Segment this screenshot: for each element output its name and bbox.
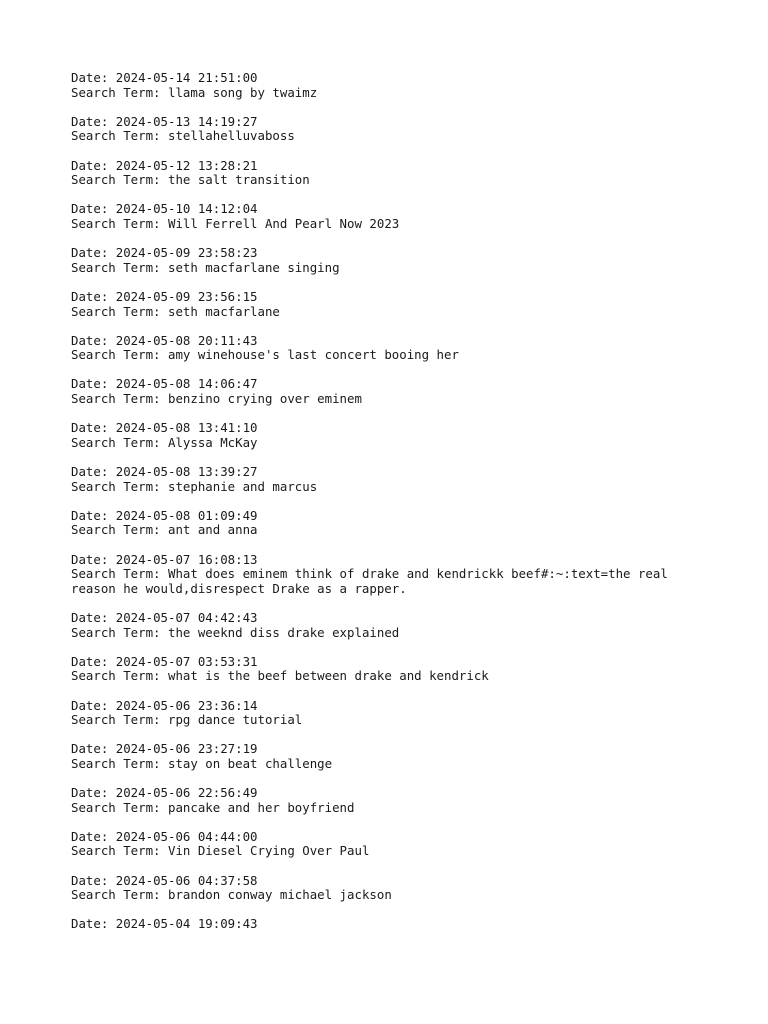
- entry-date: 2024-05-08 20:11:43: [115, 332, 258, 348]
- entry-date: 2024-05-06 23:27:19: [115, 741, 258, 757]
- entry-date-line: [71, 334, 701, 349]
- entry-date: 2024-05-13 14:19:27: [115, 113, 258, 129]
- search-history-entry: [71, 553, 701, 597]
- search-history-entry: [71, 874, 701, 903]
- entry-search-term: brandon conway michael jackson: [167, 887, 392, 903]
- date-label: Date:: [71, 916, 116, 932]
- search-history-entry: [71, 655, 701, 684]
- entry-search-term-line: [71, 129, 701, 144]
- entry-date-line: [71, 246, 701, 261]
- entry-date: 2024-05-06 22:56:49: [115, 785, 258, 801]
- entry-search-term: stephanie and marcus: [167, 478, 318, 494]
- entry-date-line: [71, 874, 701, 889]
- date-label: Date:: [71, 70, 116, 85]
- search-history-entry: [71, 202, 701, 231]
- entry-date: 2024-05-06 04:44:00: [115, 828, 258, 844]
- entry-date-line: [71, 917, 701, 932]
- entry-search-term-line: [71, 713, 701, 728]
- entry-search-term-line: [71, 669, 701, 684]
- entry-search-term-line: [71, 844, 701, 859]
- entry-search-term: rpg dance tutorial: [167, 712, 303, 728]
- entry-search-term: seth macfarlane: [167, 303, 280, 319]
- search-history-entry: [71, 509, 701, 538]
- entry-date-line: [71, 553, 701, 568]
- entry-search-term: seth macfarlane singing: [167, 259, 340, 275]
- entry-search-term: the weeknd diss drake explained: [167, 624, 400, 640]
- search-history-document: [71, 71, 701, 947]
- entry-search-term: the salt transition: [167, 172, 310, 188]
- entry-date: 2024-05-07 16:08:13: [115, 551, 258, 567]
- date-label: Date:: [71, 464, 116, 480]
- entry-date: 2024-05-08 13:41:10: [115, 420, 258, 436]
- search-term-label: Search Term:: [71, 566, 168, 582]
- entry-date-line: [71, 159, 701, 174]
- entry-search-term-line: [71, 86, 701, 101]
- entry-search-term-line: [71, 801, 701, 816]
- entry-search-term: Alyssa McKay: [167, 434, 258, 450]
- entry-date-line: [71, 611, 701, 626]
- entry-date: 2024-05-07 03:53:31: [115, 653, 258, 669]
- entry-search-term: What does eminem think of drake and kendrickk beef#:~:text=the real reason he would,disrespect Drake as a rapper.: [71, 566, 676, 596]
- entry-date: 2024-05-08 14:06:47: [115, 376, 258, 392]
- entry-search-term-line: [71, 626, 701, 641]
- entry-date: 2024-05-10 14:12:04: [115, 201, 258, 217]
- date-label: Date:: [71, 157, 116, 173]
- entry-date: 2024-05-04 19:09:43: [115, 916, 258, 932]
- entry-search-term-line: [71, 888, 701, 903]
- search-history-entry: [71, 742, 701, 771]
- search-term-label: Search Term:: [71, 259, 168, 275]
- search-history-entry: [71, 421, 701, 450]
- search-history-entry: [71, 611, 701, 640]
- entry-date-line: [71, 830, 701, 845]
- search-term-label: Search Term:: [71, 478, 168, 494]
- entry-search-term-line: [71, 261, 701, 276]
- date-label: Date:: [71, 113, 116, 129]
- search-history-entry: [71, 917, 701, 932]
- search-history-entry: [71, 465, 701, 494]
- entry-date-line: [71, 509, 701, 524]
- search-term-label: Search Term:: [71, 303, 168, 319]
- entry-search-term-line: [71, 523, 701, 538]
- date-label: Date:: [71, 376, 116, 392]
- search-term-label: Search Term:: [71, 391, 168, 407]
- entry-search-term: stay on beat challenge: [167, 755, 333, 771]
- entry-date-line: [71, 115, 701, 130]
- date-label: Date:: [71, 828, 116, 844]
- date-label: Date:: [71, 288, 116, 304]
- entry-search-term-line: [71, 348, 701, 363]
- entry-date-line: [71, 742, 701, 757]
- search-history-entry: [71, 159, 701, 188]
- date-label: Date:: [71, 332, 116, 348]
- entry-search-term: what is the beef between drake and kendrick: [167, 668, 489, 684]
- entry-search-term-line: [71, 217, 701, 232]
- entry-date-line: [71, 786, 701, 801]
- entry-search-term-line: [71, 305, 701, 320]
- search-term-label: Search Term:: [71, 172, 168, 188]
- date-label: Date:: [71, 872, 116, 888]
- entry-date: 2024-05-06 23:36:14: [115, 697, 258, 713]
- date-label: Date:: [71, 245, 116, 261]
- search-history-entry: [71, 830, 701, 859]
- search-history-entry: [71, 334, 701, 363]
- entry-search-term: llama song by twaimz: [167, 84, 318, 100]
- search-history-entry: [71, 290, 701, 319]
- date-label: Date:: [71, 741, 116, 757]
- entry-date: 2024-05-14 21:51:00: [115, 70, 258, 85]
- search-term-label: Search Term:: [71, 215, 168, 231]
- entry-search-term: amy winehouse's last concert booing her: [167, 347, 459, 363]
- date-label: Date:: [71, 609, 116, 625]
- date-label: Date:: [71, 697, 116, 713]
- entry-search-term: Will Ferrell And Pearl Now 2023: [167, 215, 400, 231]
- search-term-label: Search Term:: [71, 712, 168, 728]
- entry-date-line: [71, 421, 701, 436]
- entry-search-term: benzino crying over eminem: [167, 391, 362, 407]
- entry-search-term-line: [71, 173, 701, 188]
- search-term-label: Search Term:: [71, 887, 168, 903]
- search-history-entry: [71, 377, 701, 406]
- entry-search-term-line: [71, 757, 701, 772]
- search-history-entry: [71, 699, 701, 728]
- entry-search-term: pancake and her boyfriend: [167, 799, 355, 815]
- entry-date-line: [71, 71, 701, 86]
- search-term-label: Search Term:: [71, 843, 168, 859]
- search-term-label: Search Term:: [71, 755, 168, 771]
- entry-date: 2024-05-07 04:42:43: [115, 609, 258, 625]
- entry-date: 2024-05-09 23:56:15: [115, 288, 258, 304]
- entry-date-line: [71, 465, 701, 480]
- search-history-entry: [71, 246, 701, 275]
- entry-date-line: [71, 377, 701, 392]
- date-label: Date:: [71, 420, 116, 436]
- date-label: Date:: [71, 551, 116, 567]
- entry-date: 2024-05-08 01:09:49: [115, 507, 258, 523]
- search-term-label: Search Term:: [71, 624, 168, 640]
- search-term-label: Search Term:: [71, 522, 168, 538]
- search-term-label: Search Term:: [71, 84, 168, 100]
- entry-search-term-line: [71, 480, 701, 495]
- entry-search-term: stellahelluvaboss: [167, 128, 295, 144]
- entry-date: 2024-05-09 23:58:23: [115, 245, 258, 261]
- entry-date-line: [71, 202, 701, 217]
- entry-search-term-line: [71, 567, 701, 596]
- entry-date: 2024-05-06 04:37:58: [115, 872, 258, 888]
- date-label: Date:: [71, 507, 116, 523]
- entry-date-line: [71, 699, 701, 714]
- search-history-entry: [71, 786, 701, 815]
- search-term-label: Search Term:: [71, 668, 168, 684]
- entry-date: 2024-05-12 13:28:21: [115, 157, 258, 173]
- search-history-entry: [71, 115, 701, 144]
- entry-search-term-line: [71, 392, 701, 407]
- date-label: Date:: [71, 201, 116, 217]
- entry-search-term: Vin Diesel Crying Over Paul: [167, 843, 370, 859]
- entry-date: 2024-05-08 13:39:27: [115, 464, 258, 480]
- search-term-label: Search Term:: [71, 799, 168, 815]
- search-term-label: Search Term:: [71, 128, 168, 144]
- entry-date-line: [71, 655, 701, 670]
- date-label: Date:: [71, 785, 116, 801]
- entry-date-line: [71, 290, 701, 305]
- search-term-label: Search Term:: [71, 434, 168, 450]
- search-history-entry: [71, 71, 701, 100]
- date-label: Date:: [71, 653, 116, 669]
- entry-search-term: ant and anna: [167, 522, 258, 538]
- search-term-label: Search Term:: [71, 347, 168, 363]
- entry-search-term-line: [71, 436, 701, 451]
